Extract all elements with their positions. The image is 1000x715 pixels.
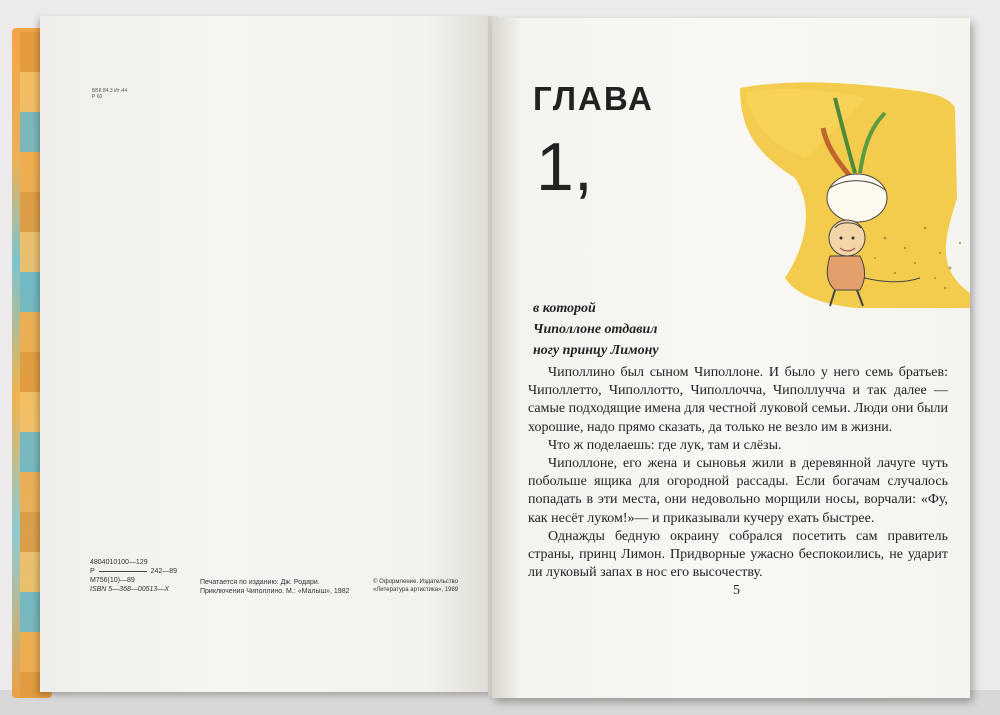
edition-note-line: Приключения Чиполлино. М.: «Малыш», 1982: [200, 588, 350, 595]
chapter-subtitle: [533, 298, 743, 361]
imprint-code-line: 242—89: [150, 568, 178, 575]
subtitle-line: ногу принцу Лимону: [533, 343, 659, 358]
paragraph: Чиполлино был сыном Чиполлоне. И было у него семь братьев: Чиполлетто, Чиполлотто, Чиполлочча, Чиполлучча и так далее — самые подходящие имена для честной луковой семьи. Люди они были хорошие, надо прямо сказать, да только не везло им в жизни.: [528, 365, 948, 435]
page-number: 5: [733, 583, 740, 598]
imprint-code-line: Р: [90, 568, 95, 575]
imprint-divider: [99, 571, 147, 572]
paragraph: Однажды бедную окраину собрался посетить сам правитель страны, принц Лимон. Придворные ужасно беспокоились, не ударит ли луковый запах в нос его высочеству.: [528, 528, 948, 581]
subtitle-line: в которой: [533, 301, 596, 316]
chapter-body: [528, 364, 948, 582]
copyright: [373, 578, 458, 594]
subtitle-line: Чиполлоне отдавил: [533, 322, 658, 337]
paragraph: Чиполлоне, его жена и сыновья жили в деревянной лачуге чуть побольше ящика для огородной рассады. Если богачам случалось попадать в эти места, они недовольно морщили носы, ворчали: «Фу, как несёт луком!»— и приказывали кучеру ехать быстрее.: [528, 456, 948, 526]
chapter-label: ГЛАВА: [533, 80, 654, 117]
paragraph: Что ж поделаешь: где лук, там и слёзы.: [548, 437, 782, 453]
imprint-code-line: М756(10)—89: [90, 577, 135, 584]
imprint-code-row: [90, 567, 177, 576]
edition-note: [200, 578, 350, 596]
chapter-number: 1,: [536, 129, 593, 205]
imprint-code-line: 4804010100—129: [90, 559, 148, 566]
catalog-code-line: ББК 84.3 Ит-44: [92, 88, 128, 94]
copyright-line: © Оформление. Издательство: [373, 579, 458, 585]
cipollone-illustration: [735, 78, 970, 308]
catalog-code: [92, 88, 127, 100]
edition-note-line: Печатается по изданию: Дж. Родари.: [200, 579, 320, 586]
copyright-line: «Литература артистика», 1989: [373, 587, 459, 593]
isbn: ISBN 5—368—00513—X: [90, 586, 169, 593]
catalog-code-line: Р 60: [92, 94, 103, 100]
imprint-codes: [90, 558, 177, 594]
